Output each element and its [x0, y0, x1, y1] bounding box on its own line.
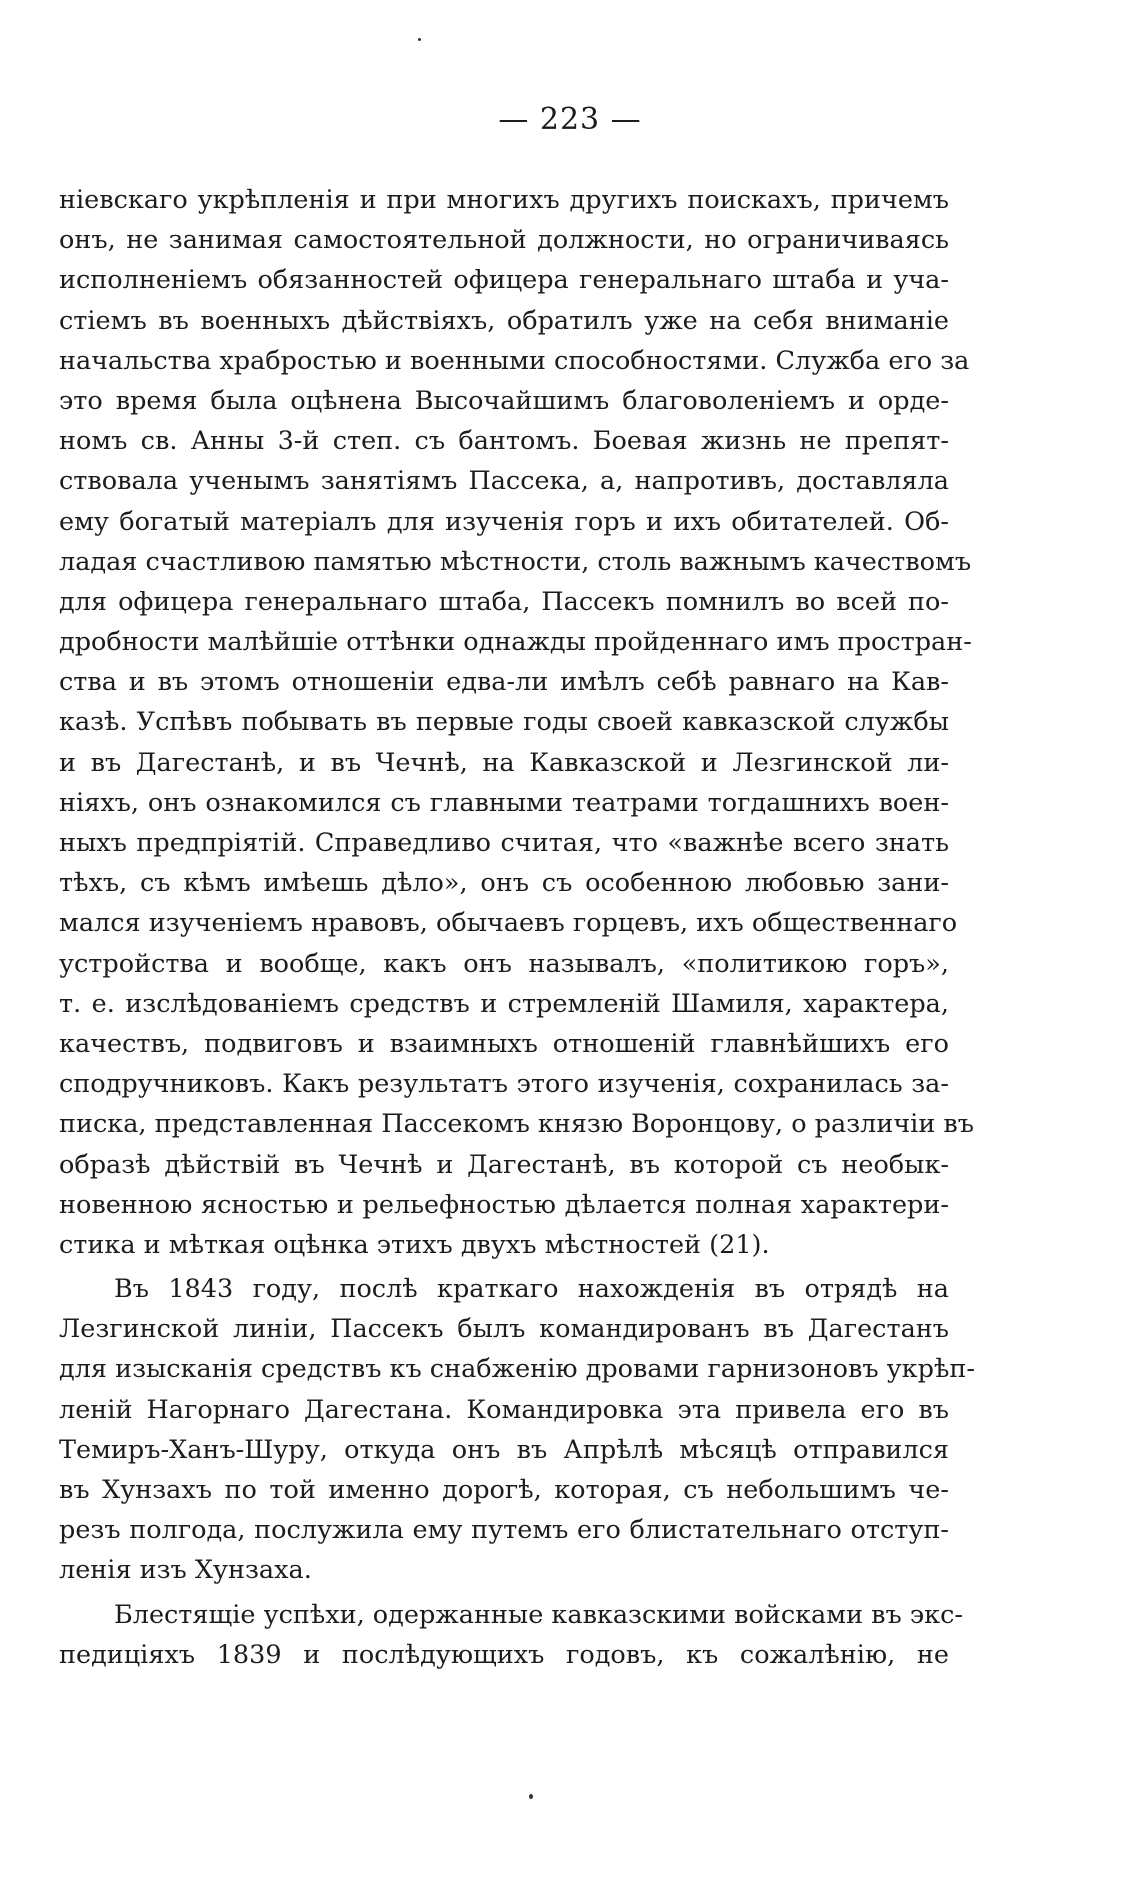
text-line: и въ Дагестанѣ, и въ Чечнѣ, на Кавказской и Лезгинской ли-	[59, 747, 949, 778]
text-line: исполненіемъ обязанностей офицера генеральнаго штаба и уча-	[59, 265, 949, 296]
text-line: ніевскаго укрѣпленія и при многихъ другихъ поискахъ, причемъ	[59, 185, 949, 215]
text-line: казѣ. Успѣвъ побывать въ первые годы своей кавказской службы	[59, 707, 949, 738]
text-line: сподручниковъ. Какъ результатъ этого изученія, сохранилась за-	[59, 1069, 949, 1100]
text-line: ладая счастливою памятью мѣстности, столь важнымъ качествомъ	[59, 546, 972, 577]
text-line: тѣхъ, съ кѣмъ имѣешь дѣло», онъ съ особенною любовью зани-	[59, 868, 949, 899]
text-line: это время была оцѣнена Высочайшимъ благоволеніемъ и орде-	[59, 385, 949, 416]
page-number: — 223 —	[498, 102, 642, 137]
text-line: ленія изъ Хунзаха.	[59, 1555, 312, 1586]
text-line: начальства храбростью и военными способностями. Служба его за	[59, 345, 970, 376]
text-line: ніяхъ, онъ ознакомился съ главными театрами тогдашнихъ воен-	[59, 787, 949, 818]
text-line: устройства и вообще, какъ онъ называлъ, «политикою горъ»,	[59, 948, 949, 979]
text-line: леній Нагорнаго Дагестана. Командировка эта привела его въ	[59, 1394, 949, 1425]
text-line: образѣ дѣйствій въ Чечнѣ и Дагестанѣ, въ которой съ необык-	[59, 1149, 949, 1180]
text-line: т. е. изслѣдованіемъ средствъ и стремленій Шамиля, характера,	[59, 988, 949, 1019]
text-line: ему богатый матеріалъ для изученія горъ и ихъ обитателей. Об-	[59, 506, 949, 537]
text-line: новенною ясностью и рельефностью дѣлается полная характери-	[59, 1189, 949, 1220]
text-line: Лезгинской линіи, Пассекъ былъ командированъ въ Дагестанъ	[59, 1314, 949, 1345]
text-line: номъ св. Анны 3-й степ. съ бантомъ. Боевая жизнь не препят-	[59, 426, 949, 457]
text-line: стіемъ въ военныхъ дѣйствіяхъ, обратилъ уже на себя вниманіе	[59, 305, 949, 336]
text-line: мался изученіемъ нравовъ, обычаевъ горцевъ, ихъ общественнаго	[59, 908, 958, 939]
scan-speck	[418, 38, 421, 41]
text-line: онъ, не занимая самостоятельной должности, но ограничиваясь	[59, 225, 949, 256]
text-line: Въ 1843 году, послѣ краткаго нахожденія въ отрядѣ на	[114, 1274, 949, 1305]
text-line: ства и въ этомъ отношеніи едва-ли имѣлъ себѣ равнаго на Кав-	[59, 667, 949, 698]
text-line: педиціяхъ 1839 и послѣдующихъ годовъ, къ сожалѣнію, не	[59, 1639, 949, 1670]
text-line: для изысканія средствъ къ снабженію дровами гарнизоновъ укрѣп-	[59, 1354, 975, 1385]
text-line: ныхъ предпріятій. Справедливо считая, что «важнѣе всего знать	[59, 828, 949, 858]
scan-speck	[529, 1794, 533, 1799]
body-text	[59, 180, 975, 1675]
text-line: стика и мѣткая оцѣнка этихъ двухъ мѣстностей (21).	[59, 1229, 770, 1260]
text-line: ствовала ученымъ занятіямъ Пассека, а, напротивъ, доставляла	[59, 466, 949, 497]
text-line: качествъ, подвиговъ и взаимныхъ отношеній главнѣйшихъ его	[59, 1028, 949, 1059]
text-line: резъ полгода, послужила ему путемъ его блистательнаго отступ-	[59, 1515, 949, 1546]
text-line: Блестящіе успѣхи, одержанные кавказскими войсками въ экс-	[114, 1599, 963, 1630]
text-line: писка, представленная Пассекомъ князю Воронцову, о различіи въ	[59, 1109, 975, 1140]
text-line: Темиръ-Ханъ-Шуру, откуда онъ въ Апрѣлѣ мѣсяцѣ отправился	[59, 1434, 949, 1465]
text-line: для офицера генеральнаго штаба, Пассекъ помнилъ во всей по-	[59, 586, 949, 617]
text-line: дробности малѣйшіе оттѣнки однажды пройденнаго имъ простран-	[59, 627, 972, 658]
text-line: въ Хунзахъ по той именно дорогѣ, которая, съ небольшимъ че-	[59, 1475, 949, 1505]
